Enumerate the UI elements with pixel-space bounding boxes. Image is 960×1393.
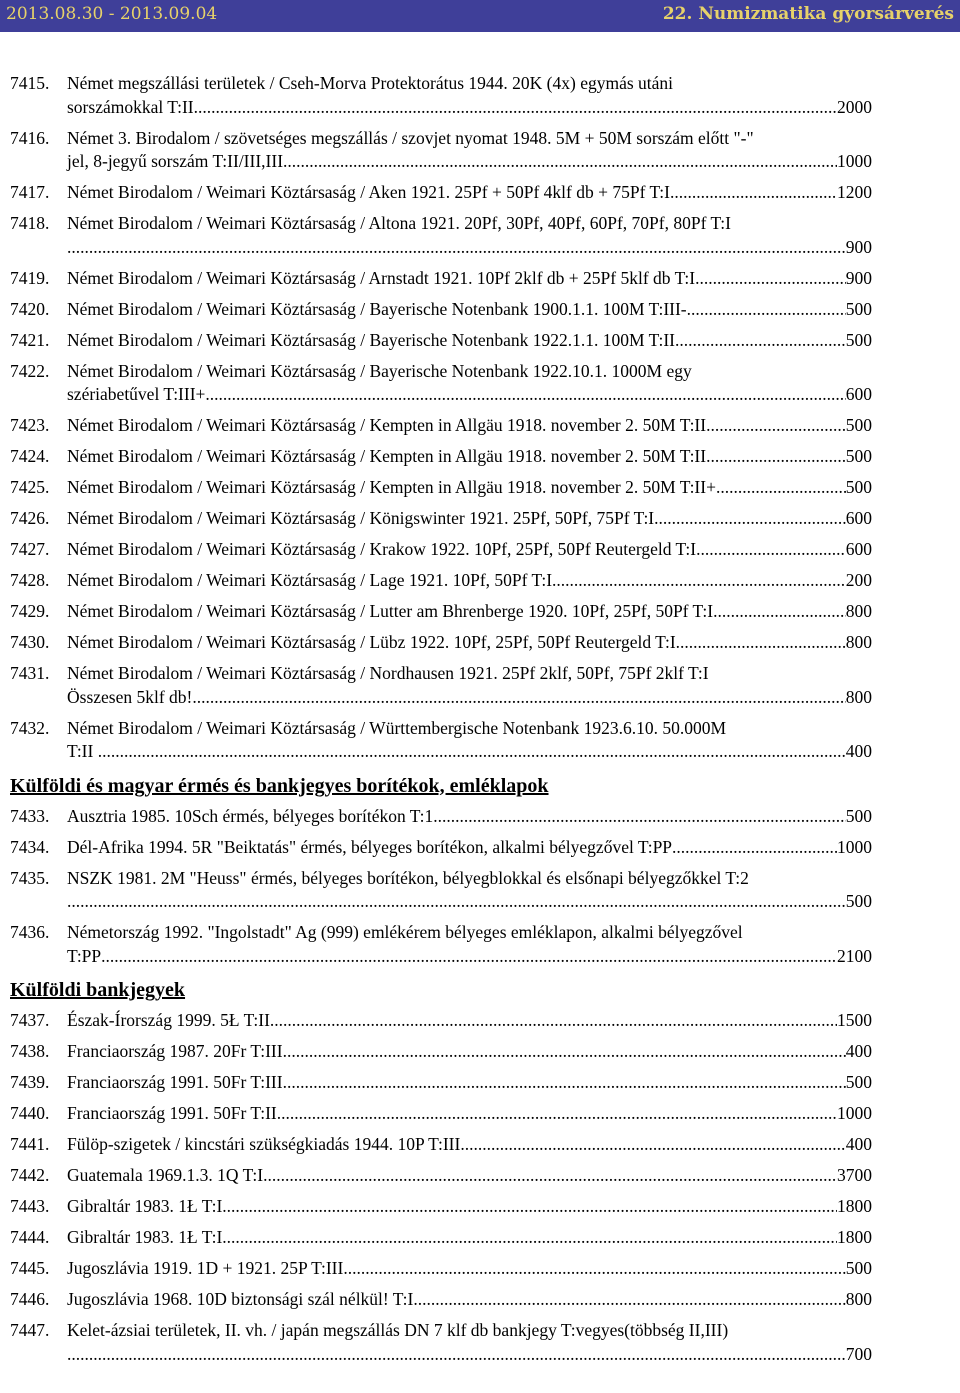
lot-description: Gibraltár 1983. 1Ł T:I <box>67 1227 223 1247</box>
dot-leader <box>675 329 846 353</box>
lot-description-line <box>67 127 872 151</box>
lot-number: 7430. <box>10 632 50 652</box>
lot-description: Franciaország 1991. 50Fr T:III <box>67 1072 283 1092</box>
lot-item <box>10 1040 872 1064</box>
lot-starting-price: 700 <box>845 1343 872 1364</box>
lot-description-line <box>67 1257 872 1281</box>
lot-number: 7427. <box>10 539 50 559</box>
lot-description-line <box>67 836 872 860</box>
lot-number: 7437. <box>10 1010 50 1030</box>
lot-number: 7428. <box>10 570 50 590</box>
lot-description: Ausztria 1985. 10Sch érmés, bélyeges borítékon T:1 <box>67 805 434 826</box>
lot-description: T:II . <box>67 741 103 761</box>
lot-item <box>10 360 872 407</box>
section-heading-foreign-banknotes: Külföldi bankjegyek <box>10 979 186 1001</box>
dot-leader <box>687 298 846 322</box>
lot-description: Német Birodalom / Weimari Köztársaság / Lübz 1922. 10Pf, 25Pf, 50Pf Reutergeld T:I. <box>67 632 681 652</box>
dot-leader <box>67 1343 846 1367</box>
lot-item <box>10 212 872 259</box>
dot-leader <box>270 1009 837 1033</box>
lot-description-line <box>67 890 872 914</box>
lot-description-line <box>67 569 872 593</box>
lot-starting-price: 500 <box>845 415 872 435</box>
lot-description-line <box>67 236 872 260</box>
lot-description-line <box>67 507 872 531</box>
lot-number: 7441. <box>10 1134 50 1154</box>
lot-item <box>10 1133 872 1157</box>
lot-description-line <box>67 1288 872 1312</box>
dot-leader <box>67 236 846 260</box>
lot-item <box>10 1164 872 1188</box>
lot-description-line <box>67 921 872 945</box>
lot-description-line <box>67 867 872 891</box>
lot-description: Dél-Afrika 1994. 5R "Beiktatás" érmés, bélyeges borítékon, alkalmi bélyegzővel T:PP <box>67 836 673 857</box>
lot-description-line <box>67 1343 872 1367</box>
dot-leader <box>222 1226 837 1250</box>
lot-number: 7447. <box>10 1320 50 1340</box>
lot-number: 7434. <box>10 836 50 857</box>
lot-starting-price: 1200 <box>837 182 872 202</box>
lot-item <box>10 414 872 438</box>
lot-item <box>10 1288 872 1312</box>
dot-leader <box>277 1102 837 1126</box>
lot-item <box>10 631 872 655</box>
lot-description: jel, 8-jegyű sorszám T:II/III,III <box>67 151 284 171</box>
lot-number: 7415. <box>10 73 50 93</box>
lot-description-line <box>67 212 872 236</box>
lot-description: Német Birodalom / Weimari Köztársaság / Württembergische Notenbank 1923.6.10. 50.000M <box>67 717 727 738</box>
lot-description: Német Birodalom / Weimari Köztársaság / Kempten in Allgäu 1918. november 2. 50M T:II <box>67 415 707 435</box>
lot-description-line <box>67 414 872 438</box>
lot-starting-price: 1000 <box>837 1103 872 1123</box>
lot-description-line <box>67 360 872 384</box>
lot-description-line <box>67 1195 872 1219</box>
lot-description-line <box>67 600 872 624</box>
dot-leader <box>680 631 846 655</box>
lot-group-covers <box>10 805 872 969</box>
dot-leader <box>101 945 837 969</box>
lot-number: 7438. <box>10 1041 50 1061</box>
lot-group-foreign-banknotes <box>10 1009 872 1366</box>
lot-item <box>10 717 872 764</box>
lot-number: 7436. <box>10 922 50 942</box>
lot-starting-price: 1800 <box>837 1227 872 1247</box>
lot-description-line <box>67 662 872 686</box>
lot-description: Német Birodalom / Weimari Köztársaság / Aken 1921. 25Pf + 50Pf 4klf db + 75Pf T:I <box>67 182 670 202</box>
lot-number: 7416. <box>10 127 50 148</box>
lot-starting-price: 800 <box>845 601 872 621</box>
auction-title: 22. Numizmatika gyorsárverés <box>662 4 954 24</box>
lot-group-german-notgeld <box>10 72 872 764</box>
lot-starting-price: 1800 <box>837 1196 872 1216</box>
lot-item <box>10 1195 872 1219</box>
dot-leader <box>222 1195 837 1219</box>
lot-number: 7445. <box>10 1258 50 1278</box>
lot-description-line <box>67 329 872 353</box>
lot-item <box>10 329 872 353</box>
dot-leader <box>283 1040 846 1064</box>
lot-description: Németország 1992. "Ingolstadt" Ag (999) emlékérem bélyeges emléklapon, alkalmi bélyegzővel <box>67 922 743 942</box>
lot-item <box>10 662 872 709</box>
lot-starting-price: 600 <box>845 384 872 404</box>
lot-description: Guatemala 1969.1.3. 1Q T:I <box>67 1165 264 1185</box>
lot-number: 7421. <box>10 329 50 350</box>
dot-leader <box>706 445 846 469</box>
lot-item <box>10 867 872 914</box>
lot-starting-price: 3700 <box>837 1165 872 1185</box>
dot-leader <box>102 740 846 764</box>
lot-number: 7429. <box>10 601 50 621</box>
lot-number: 7419. <box>10 267 50 288</box>
lot-description: Kelet-ázsiai területek, II. vh. / japán megszállás DN 7 klf db bankjegy T:vegyes(többség II,III) <box>67 1320 729 1340</box>
dot-leader <box>552 569 846 593</box>
lot-number: 7446. <box>10 1289 50 1309</box>
lot-description-line <box>67 72 872 96</box>
lot-number: 7435. <box>10 867 50 888</box>
lot-description: sorszámokkal T:II <box>67 96 194 117</box>
lot-description-line <box>67 740 872 764</box>
lot-item <box>10 538 872 562</box>
lot-number: 7444. <box>10 1227 50 1247</box>
lot-item <box>10 836 872 860</box>
lot-description-line <box>67 1009 872 1033</box>
lot-number: 7418. <box>10 213 50 233</box>
lot-description: Franciaország 1987. 20Fr T:III <box>67 1041 283 1061</box>
lot-description: NSZK 1981. 2M "Heuss" érmés, bélyeges borítékon, bélyegblokkal és elsőnapi bélyegzőkkel T:2 <box>67 867 749 888</box>
lot-description: Jugoszlávia 1968. 10D biztonsági szál nélkül! T:I <box>67 1289 414 1309</box>
lot-number: 7420. <box>10 298 50 319</box>
lot-description-line <box>67 1102 872 1126</box>
lot-item <box>10 921 872 968</box>
lot-description-line <box>67 298 872 322</box>
lot-description-line <box>67 1164 872 1188</box>
lot-starting-price: 900 <box>845 267 872 288</box>
lot-starting-price: 200 <box>845 570 872 590</box>
lot-description-line <box>67 686 872 710</box>
lot-item <box>10 1257 872 1281</box>
lot-starting-price: 900 <box>845 236 872 257</box>
lot-starting-price: 500 <box>845 805 872 826</box>
dot-leader <box>706 414 846 438</box>
lot-description: Német Birodalom / Weimari Köztársaság / Bayerische Notenbank 1922.10.1. 1000M egy <box>67 360 692 381</box>
lot-item <box>10 1009 872 1033</box>
dot-leader <box>283 150 837 174</box>
lot-number: 7442. <box>10 1165 50 1185</box>
lot-description: Német megszállási területek / Cseh-Morva Protektorátus 1944. 20K (4x) egymás utáni <box>67 73 674 93</box>
lot-description: Német Birodalom / Weimari Köztársaság / Bayerische Notenbank 1922.1.1. 100M T:II <box>67 329 675 350</box>
lot-number: 7443. <box>10 1196 50 1216</box>
page-header <box>0 0 960 32</box>
lot-description: Német Birodalom / Weimari Köztársaság / Krakow 1922. 10Pf, 25Pf, 50Pf Reutergeld T:I <box>67 539 697 559</box>
lot-description: Német Birodalom / Weimari Köztársaság / Bayerische Notenbank 1900.1.1. 100M T:III- <box>67 298 687 319</box>
lot-starting-price: 400 <box>845 741 872 761</box>
lot-item <box>10 1226 872 1250</box>
lot-item <box>10 72 872 119</box>
lot-item <box>10 181 872 205</box>
lot-description-line <box>67 476 872 500</box>
lot-starting-price: 1500 <box>837 1010 872 1030</box>
lot-description: Német Birodalom / Weimari Köztársaság / Königswinter 1921. 25Pf, 50Pf, 75Pf T:I <box>67 508 655 528</box>
lot-description: Német Birodalom / Weimari Köztársaság / Lage 1921. 10Pf, 50Pf T:I <box>67 570 553 590</box>
dot-leader <box>192 686 845 710</box>
lot-number: 7433. <box>10 805 50 826</box>
dot-leader <box>433 805 846 829</box>
lot-starting-price: 500 <box>845 1072 872 1092</box>
lot-description-line <box>67 631 872 655</box>
lot-starting-price: 2000 <box>837 96 872 117</box>
lot-item <box>10 298 872 322</box>
lot-description-line <box>67 1226 872 1250</box>
lot-description: Német Birodalom / Weimari Köztársaság / Kempten in Allgäu 1918. november 2. 50M T:II <box>67 446 707 466</box>
dot-leader <box>654 507 846 531</box>
lot-starting-price: 500 <box>845 298 872 319</box>
lot-description-line <box>67 1133 872 1157</box>
lot-number: 7432. <box>10 717 50 738</box>
lot-description: Német 3. Birodalom / szövetséges megszállás / szovjet nyomat 1948. 5M + 50M sorszám előtt "-" <box>67 127 754 148</box>
lot-description-line <box>67 1040 872 1064</box>
lot-description-line <box>67 1071 872 1095</box>
dot-leader <box>695 267 846 291</box>
lot-description-line <box>67 805 872 829</box>
lot-description: Észak-Írország 1999. 5Ł T:II <box>67 1010 270 1030</box>
lot-description: Jugoszlávia 1919. 1D + 1921. 25P T:III <box>67 1258 344 1278</box>
lot-item <box>10 267 872 291</box>
lot-description: Összesen 5klf db! <box>67 686 193 707</box>
dot-leader <box>713 600 846 624</box>
lot-number: 7417. <box>10 182 50 202</box>
section-heading-covers: Külföldi és magyar érmés és bankjegyes borítékok, emléklapok <box>10 774 549 797</box>
lot-item <box>10 805 872 829</box>
lot-starting-price: 600 <box>845 508 872 528</box>
dot-leader <box>670 181 837 205</box>
lot-starting-price: 800 <box>845 686 872 707</box>
lot-description-line <box>67 945 872 969</box>
lot-starting-price: 500 <box>845 891 872 911</box>
dot-leader <box>716 476 846 500</box>
lot-starting-price: 800 <box>845 1289 872 1309</box>
lot-item <box>10 1319 872 1366</box>
dot-leader <box>263 1164 837 1188</box>
lot-description-line <box>67 96 872 120</box>
lot-description: Fülöp-szigetek / kincstári szükségkiadás 1944. 10P T:III <box>67 1134 461 1154</box>
lot-description-line <box>67 717 872 741</box>
lot-description: Német Birodalom / Weimari Köztársaság / Arnstadt 1921. 10Pf 2klf db + 25Pf 5klf db T:I <box>67 267 696 288</box>
lot-starting-price: 800 <box>845 632 872 652</box>
lot-list <box>10 72 872 1374</box>
dot-leader <box>205 383 845 407</box>
lot-starting-price: 400 <box>845 1134 872 1154</box>
lot-item <box>10 600 872 624</box>
lot-description-line <box>67 181 872 205</box>
lot-starting-price: 500 <box>845 1258 872 1278</box>
lot-number: 7425. <box>10 477 50 497</box>
lot-starting-price: 500 <box>845 446 872 466</box>
lot-description: Német Birodalom / Weimari Köztársaság / Kempten in Allgäu 1918. november 2. 50M T:II+ <box>67 477 716 497</box>
lot-description: Német Birodalom / Weimari Köztársaság / Altona 1921. 20Pf, 30Pf, 40Pf, 60Pf, 70Pf, 80Pf T:I <box>67 213 731 233</box>
lot-item <box>10 569 872 593</box>
lot-description-line <box>67 538 872 562</box>
lot-description: szériabetűvel T:III+ <box>67 384 206 404</box>
dot-leader <box>413 1288 845 1312</box>
lot-number: 7440. <box>10 1103 50 1123</box>
lot-number: 7431. <box>10 663 50 683</box>
lot-item <box>10 1071 872 1095</box>
lot-description: Gibraltár 1983. 1Ł T:I <box>67 1196 223 1216</box>
lot-starting-price: 1000 <box>837 151 872 171</box>
lot-description-line <box>67 150 872 174</box>
lot-description: T:PP <box>67 945 102 966</box>
lot-number: 7426. <box>10 508 50 528</box>
lot-number: 7439. <box>10 1072 50 1092</box>
lot-description: Német Birodalom / Weimari Köztársaság / Nordhausen 1921. 25Pf 2klf, 50Pf, 75Pf 2klf T:I <box>67 663 709 683</box>
lot-item <box>10 1102 872 1126</box>
lot-starting-price: 1000 <box>837 836 872 857</box>
lot-description: Német Birodalom / Weimari Köztársaság / Lutter am Bhrenberge 1920. 10Pf, 25Pf, 50Pf T:I <box>67 601 714 621</box>
lot-item <box>10 476 872 500</box>
lot-description-line <box>67 267 872 291</box>
lot-number: 7424. <box>10 446 50 466</box>
dot-leader <box>194 96 837 120</box>
lot-description: Franciaország 1991. 50Fr T:II <box>67 1103 277 1123</box>
lot-starting-price: 2100 <box>837 945 872 966</box>
lot-starting-price: 400 <box>845 1041 872 1061</box>
lot-item <box>10 507 872 531</box>
dot-leader <box>67 890 846 914</box>
lot-description-line <box>67 383 872 407</box>
lot-description-line <box>67 445 872 469</box>
dot-leader <box>343 1257 845 1281</box>
auction-dates: 2013.08.30 - 2013.09.04 <box>6 4 218 24</box>
lot-description-line <box>67 1319 872 1343</box>
dot-leader <box>283 1071 846 1095</box>
dot-leader <box>696 538 846 562</box>
lot-item <box>10 445 872 469</box>
lot-number: 7422. <box>10 360 50 381</box>
lot-starting-price: 600 <box>845 539 872 559</box>
lot-starting-price: 500 <box>845 477 872 497</box>
lot-number: 7423. <box>10 415 50 435</box>
dot-leader <box>460 1133 845 1157</box>
lot-starting-price: 500 <box>845 329 872 350</box>
lot-item <box>10 127 872 174</box>
dot-leader <box>672 836 837 860</box>
